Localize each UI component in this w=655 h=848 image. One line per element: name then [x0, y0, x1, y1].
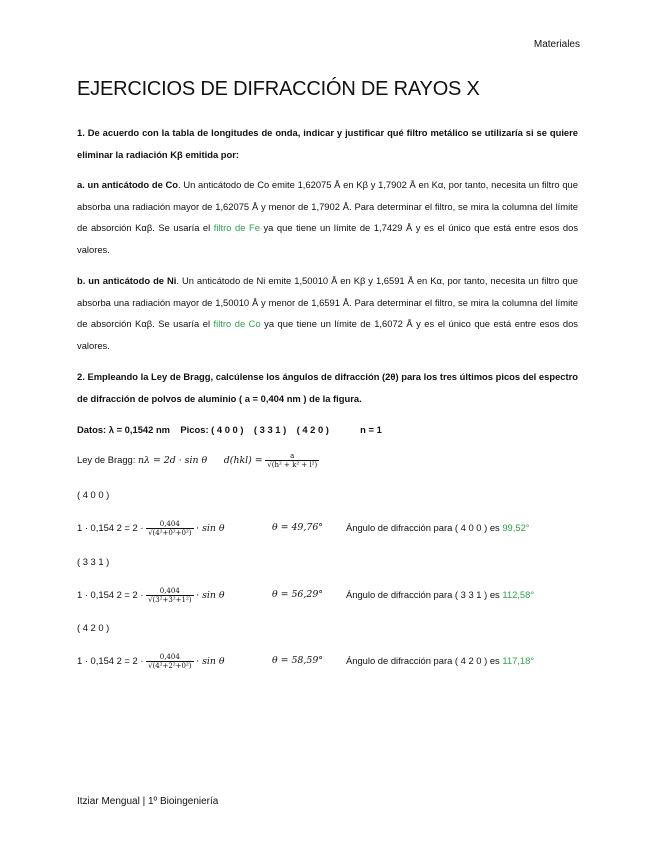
datos-line: Datos: λ = 0,1542 nm Picos: ( 4 0 0 ) ( 3 3 1 ) ( 4 2 0 ) n = 1 — [77, 424, 382, 435]
answer-1a — [77, 174, 578, 260]
bragg-equation: nλ = 2d · sin θ — [137, 454, 208, 466]
peak-angle-value: 99,52° — [502, 522, 530, 533]
peak-angle-text: Ángulo de difracción para ( 4 0 0 ) es — [346, 522, 503, 533]
peak-angle — [346, 522, 530, 533]
peak-angle — [346, 655, 534, 666]
peak-lhs: 1 · 0,154 2 = 2 · — [77, 521, 144, 533]
page-title: EJERCICIOS DE DIFRACCIÓN DE RAYOS X — [77, 78, 480, 100]
answer-1a-highlight: filtro de Fe — [213, 222, 260, 233]
answer-1a-body: . Un anticátodo de Co emite 1,62075 Å en Kβ y 1,7902 Å en Kα, por tanto, necesita un filtro que absorba una radiación mayor de 1,62075 Å y menor de 1,7902 Å. Para determinar el filtro, se mira la columna del límite de absorción Kαβ. Se usaría el — [77, 179, 578, 233]
peak-denominator: √(3²+3²+1²) — [148, 596, 192, 604]
peak-denominator: √(4²+2²+0²) — [148, 662, 192, 670]
peak-fraction — [146, 653, 193, 670]
peak-label: ( 3 3 1 ) — [77, 556, 110, 567]
dhkl-denominator: √(h² + k² + l²) — [267, 461, 318, 469]
answer-1b-lead: b. un anticátodo de Ni — [77, 275, 177, 286]
peak-angle-value: 117,18° — [502, 655, 535, 666]
answer-1b-highlight: filtro de Co — [213, 318, 261, 329]
peak-label: ( 4 2 0 ) — [77, 622, 110, 633]
peak-angle-text: Ángulo de difracción para ( 3 3 1 ) es — [346, 589, 503, 600]
header-subject: Materiales — [533, 39, 580, 50]
dhkl-numerator: a — [265, 452, 319, 461]
peak-lhs: 1 · 0,154 2 = 2 · — [77, 588, 144, 600]
peak-lhs: 1 · 0,154 2 = 2 · — [77, 654, 144, 666]
peak-numerator: 0,404 — [146, 653, 193, 662]
bragg-label: Ley de Bragg: — [77, 453, 138, 465]
peak-numerator: 0,404 — [146, 520, 193, 529]
peak-angle-value: 112,58° — [502, 589, 535, 600]
peak-equation — [77, 587, 225, 604]
answer-1a-lead: a. un anticátodo de Co — [77, 179, 179, 190]
peak-fraction — [146, 520, 193, 537]
question-1: 1. De acuerdo con la tabla de longitudes de onda, indicar y justificar qué filtro metálico se utilizaría si se quiere eliminar la radiación Kβ emitida por: — [77, 127, 578, 160]
question-2: 2. Empleando la Ley de Bragg, calcúlense los ángulos de difracción (2θ) para los tres últimos picos del espectro de difracción de polvos de aluminio ( a = 0,404 nm ) de la figura. — [77, 371, 578, 404]
peak-numerator: 0,404 — [146, 587, 193, 596]
peak-theta: θ = 49,76° — [272, 522, 323, 533]
peak-theta: θ = 58,59° — [272, 655, 323, 666]
peak-equation — [77, 653, 225, 670]
peak-sin: · sin θ — [196, 655, 225, 667]
peak-angle-text: Ángulo de difracción para ( 4 2 0 ) es — [346, 655, 503, 666]
peak-theta: θ = 56,29° — [272, 589, 323, 600]
answer-1b-body: . Un anticátodo de Ni emite 1,50010 Å en Kβ y 1,6591 Å en Kα, por tanto, necesita un filtro que absorba una radiación mayor de 1,50010 Å y menor de 1,6591 Å. Para determinar el filtro, se mira la columna del límite de absorción Kαβ. Se usaría el — [77, 275, 578, 329]
peak-denominator: √(4²+0²+0²) — [148, 529, 192, 537]
peak-equation — [77, 520, 225, 537]
answer-1a-tail: ya que tiene un límite de 1,7429 Å y es el único que está entre esos dos valores. — [77, 222, 579, 255]
peak-angle — [346, 589, 534, 600]
peak-sin: · sin θ — [196, 522, 225, 534]
dhkl-fraction — [265, 452, 319, 469]
peak-fraction — [146, 587, 193, 604]
answer-1b-tail: ya que tiene un límite de 1,6072 Å y es el único que está entre esos dos valores. — [77, 318, 578, 351]
answer-1b — [77, 270, 578, 356]
bragg-law — [77, 452, 319, 469]
peak-sin: · sin θ — [196, 589, 225, 601]
footer-author: Itziar Mengual | 1º Bioingeniería — [77, 796, 219, 807]
peak-label: ( 4 0 0 ) — [77, 489, 110, 500]
dhkl-label: d(hkl) = — [223, 454, 263, 466]
